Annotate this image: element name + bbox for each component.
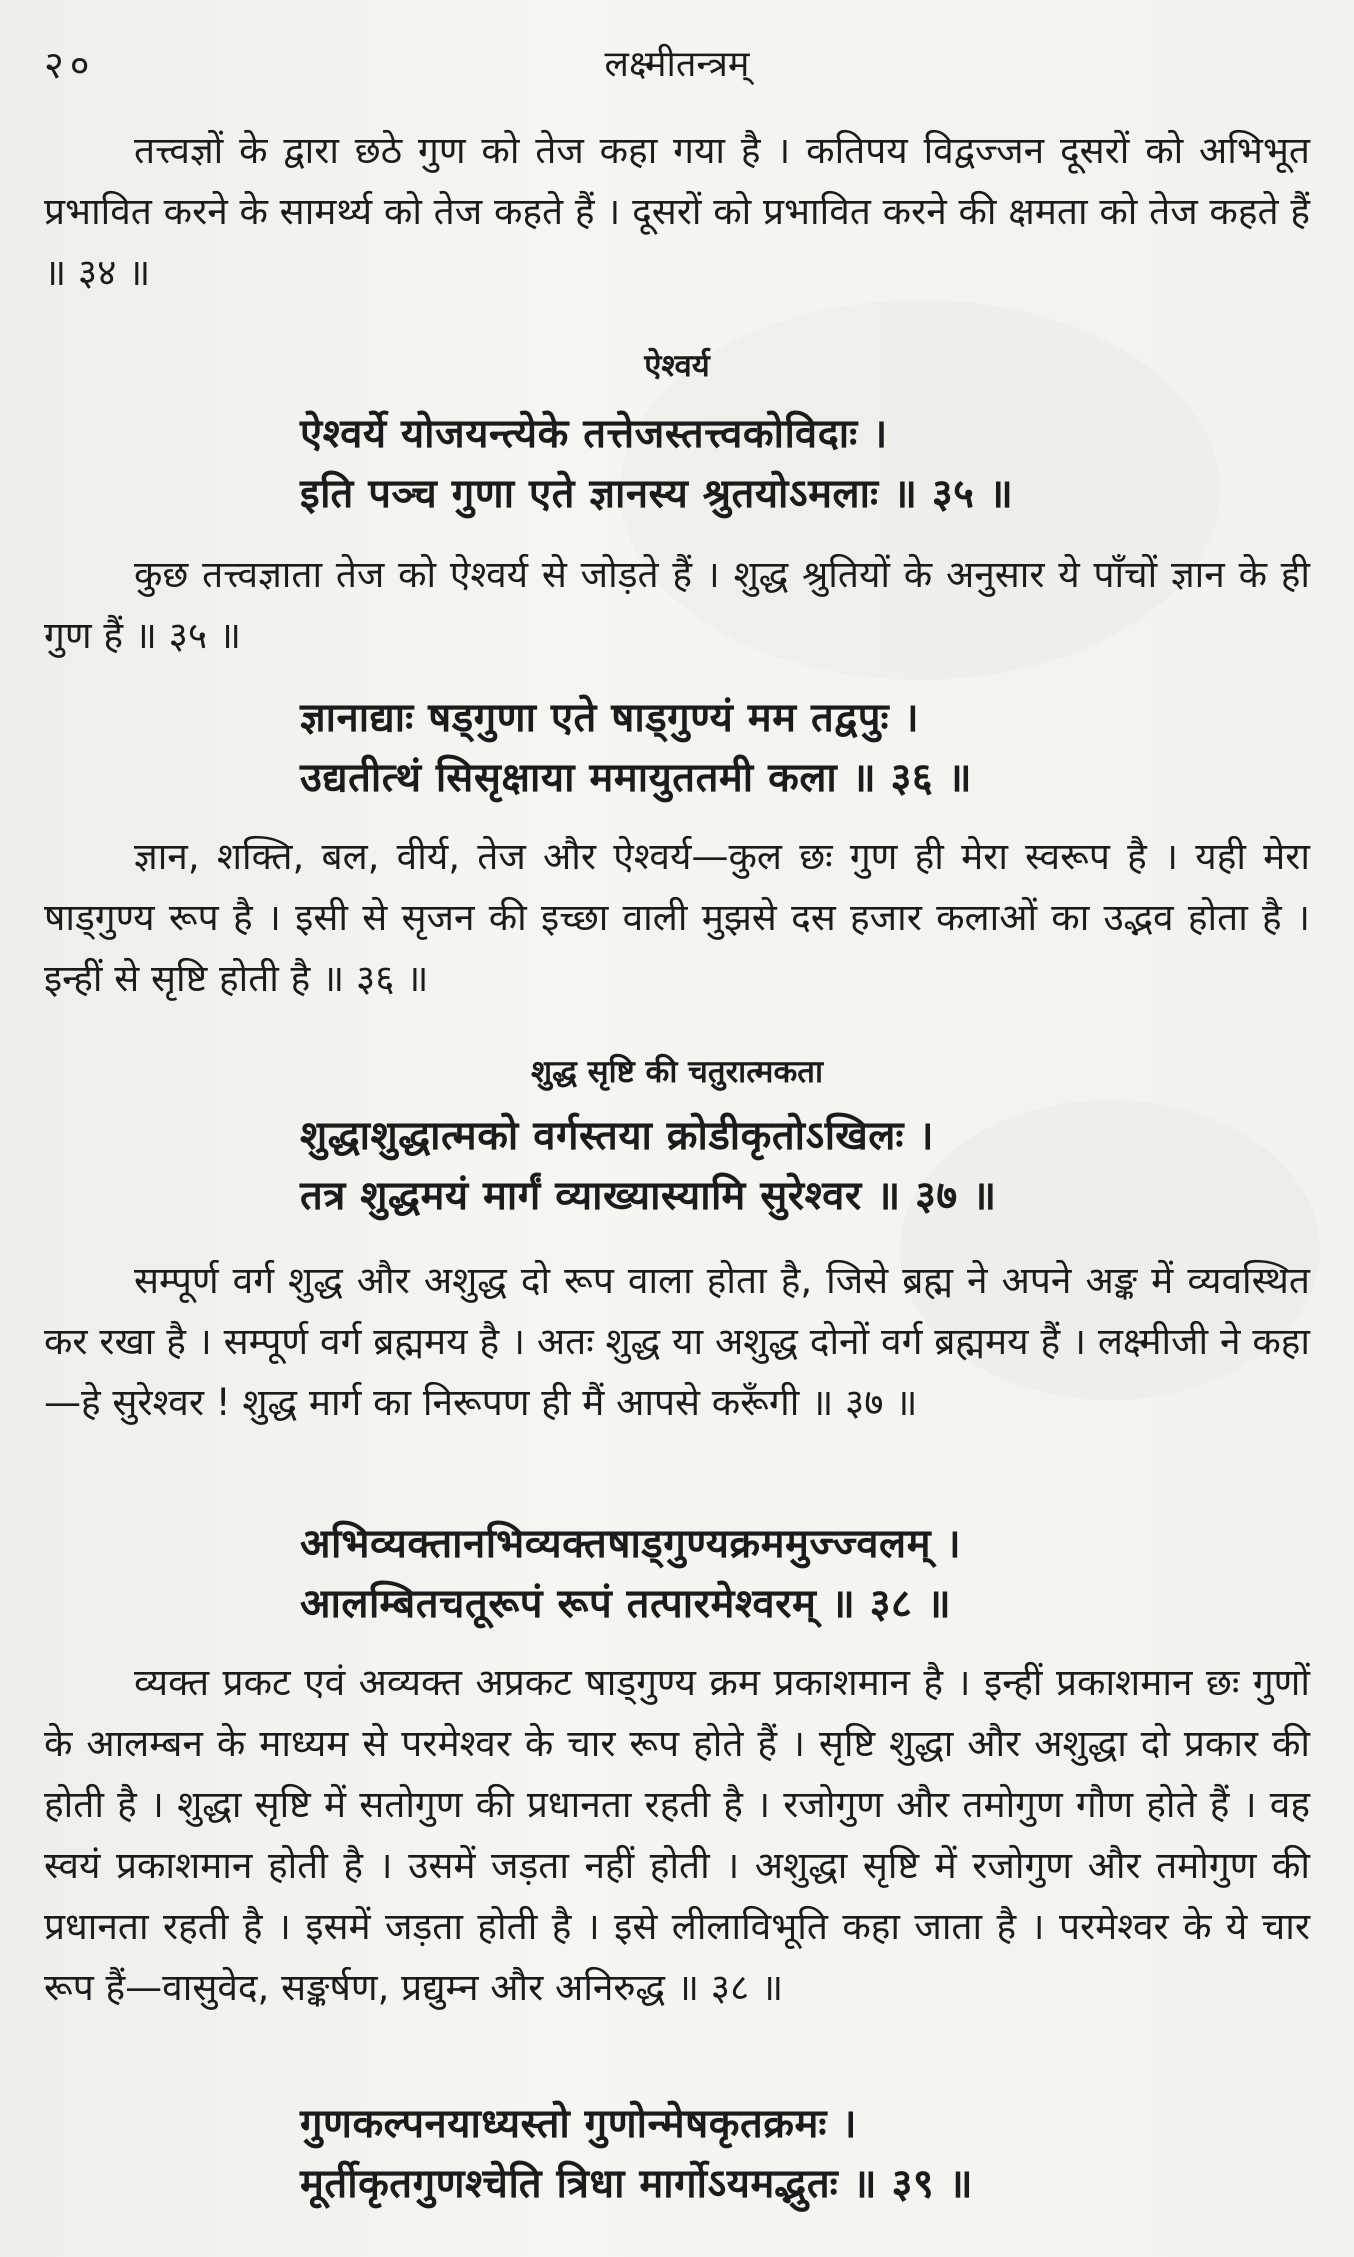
section-heading-aishvarya: ऐश्वर्य (644, 348, 710, 384)
verse-line: अभिव्यक्तानभिव्यक्तषाड्गुण्यक्रममुज्ज्वलम् । (300, 1521, 962, 1567)
page-header (44, 38, 1310, 98)
verse-line: शुद्धाशुद्धात्मको वर्गस्तया क्रोडीकृतोऽखिलः । (300, 1113, 935, 1159)
verse-37 (300, 1106, 1240, 1226)
verse-line: गुणकल्पनयाध्यस्तो गुणोन्मेषकृतक्रमः । (300, 2101, 858, 2147)
verse-line: ऐश्वर्ये योजयन्त्येके तत्तेजस्तत्त्वकोविदाः । (300, 411, 888, 457)
verse-39 (300, 2094, 1240, 2214)
paragraph-text: ज्ञान, शक्ति, बल, वीर्य, तेज और ऐश्वर्य—कुल छः गुण ही मेरा स्वरूप है । यही मेरा षाड्गुण्य रूप है । इसी से सृजन की इच्छा वाली मुझसे दस हजार कलाओं का उद्भव होता है । इन्हीं से सृष्टि होती है ॥ ३६ ॥ (44, 835, 1310, 1000)
paragraph-37 (44, 1250, 1310, 1433)
paragraph-38 (44, 1652, 1310, 2018)
verse-line: उद्यतीत्थं सिसृक्षाया ममायुततमी कला ॥ ३६ ॥ (300, 755, 973, 801)
verse-line: आलम्बितचतूरूपं रूपं तत्पारमेश्वरम् ॥ ३८ ॥ (300, 1581, 952, 1627)
paragraph-text: तत्त्वज्ञों के द्वारा छठे गुण को तेज कहा गया है । कतिपय विद्वज्जन दूसरों को अभिभूत प्रभावित करने के सामर्थ्य को तेज कहते हैं । दूसरों को प्रभावित करने की क्षमता को तेज कहते हैं ॥ ३४ ॥ (44, 129, 1310, 294)
running-title: लक्ष्मीतन्त्रम् (604, 44, 750, 85)
verse-38 (300, 1514, 1240, 1634)
paragraph-34 (44, 120, 1310, 303)
verse-line: ज्ञानाद्याः षड्गुणा एते षाड्गुण्यं मम तद्वपुः । (300, 695, 920, 741)
section-heading-shuddha-srishti: शुद्ध सृष्टि की चतुरात्मकता (531, 1054, 823, 1090)
paragraph-text: कुछ तत्त्वज्ञाता तेज को ऐश्वर्य से जोड़ते हैं । शुद्ध श्रुतियों के अनुसार ये पाँचों ज्ञान के ही गुण हैं ॥ ३५ ॥ (44, 553, 1310, 657)
paragraph-text: सम्पूर्ण वर्ग शुद्ध और अशुद्ध दो रूप वाला होता है, जिसे ब्रह्म ने अपने अङ्क में व्यवस्थित कर रखा है । सम्पूर्ण वर्ग ब्रह्ममय है । अतः शुद्ध या अशुद्ध दोनों वर्ग ब्रह्ममय हैं । लक्ष्मीजी ने कहा—हे सुरेश्वर ! शुद्ध मार्ग का निरूपण ही मैं आपसे करूँगी ॥ ३७ ॥ (44, 1259, 1310, 1424)
verse-line: इति पञ्च गुणा एते ज्ञानस्य श्रुतयोऽमलाः ॥ ३५ ॥ (300, 471, 1014, 517)
verse-35 (300, 404, 1240, 524)
verse-36 (300, 688, 1240, 808)
paragraph-35 (44, 544, 1310, 666)
paragraph-36 (44, 826, 1310, 1009)
verse-line: मूर्तीकृतगुणश्चेति त्रिधा मार्गोऽयमद्भुतः ॥ ३९ ॥ (300, 2161, 974, 2207)
verse-line: तत्र शुद्धमयं मार्गं व्याख्यास्यामि सुरेश्वर ॥ ३७ ॥ (300, 1173, 997, 1219)
paragraph-text: व्यक्त प्रकट एवं अव्यक्त अप्रकट षाड्गुण्य क्रम प्रकाशमान है । इन्हीं प्रकाशमान छः गुणों के आलम्बन के माध्यम से परमेश्वर के चार रूप होते हैं । सृष्टि शुद्धा और अशुद्धा दो प्रकार की होती है । शुद्धा सृष्टि में सतोगुण की प्रधानता रहती है । रजोगुण और तमोगुण गौण होते हैं । वह स्वयं प्रकाशमान होती है । उसमें जड़ता नहीं होती । अशुद्धा सृष्टि में रजोगुण और तमोगुण की प्रधानता रहती है । इसमें जड़ता होती है । इसे लीलाविभूति कहा जाता है । परमेश्वर के ये चार रूप हैं—वासुवेद, सङ्कर्षण, प्रद्युम्न और अनिरुद्ध ॥ ३८ ॥ (44, 1661, 1310, 2009)
page-number: २० (44, 43, 96, 87)
